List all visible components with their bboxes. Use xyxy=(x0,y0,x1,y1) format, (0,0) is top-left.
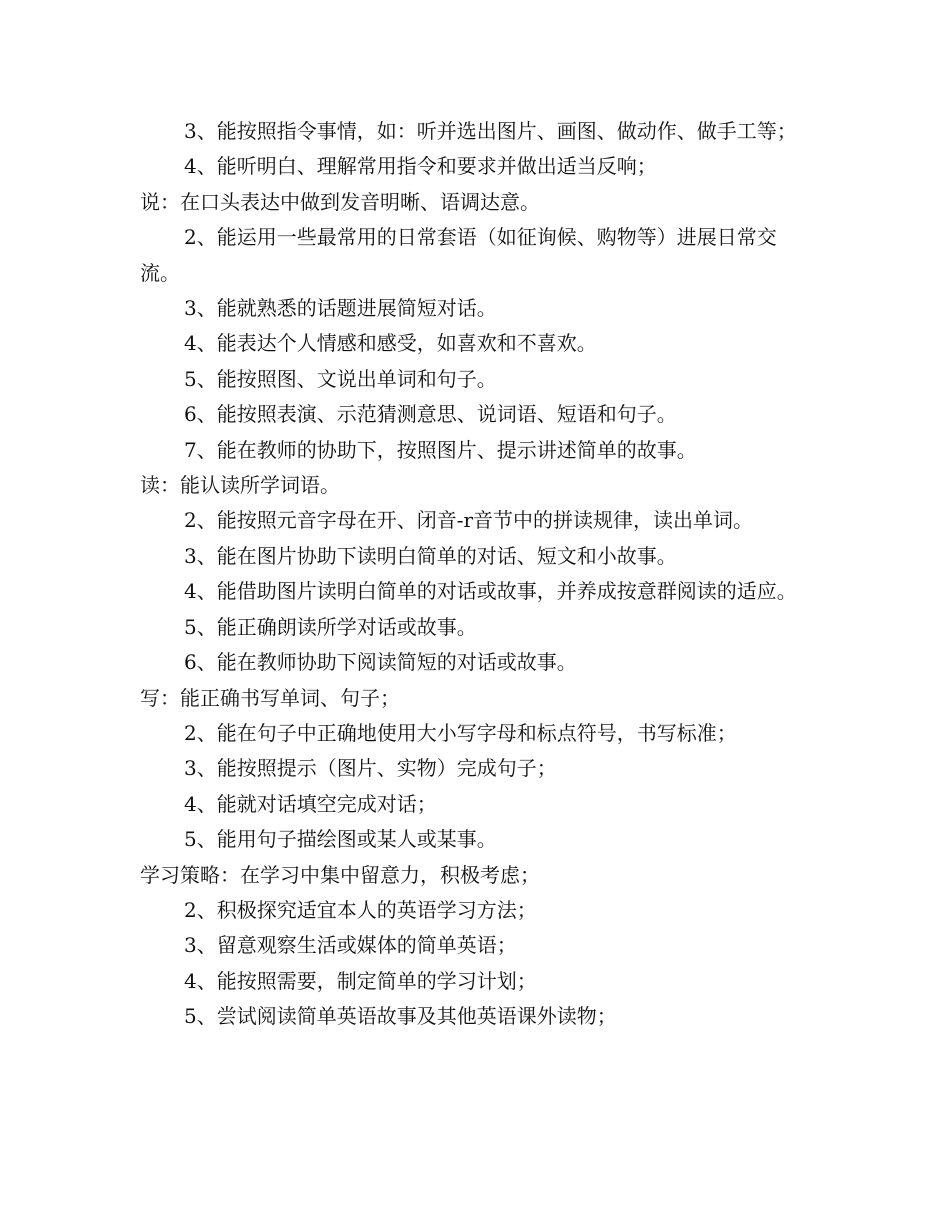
document-page xyxy=(140,114,812,1035)
write-item-4: 4、能就对话填空完成对话； xyxy=(184,791,437,816)
speak-item-3: 3、能就熟悉的话题进展简短对话。 xyxy=(184,296,497,321)
speak-item-4: 4、能表达个人情感和感受，如喜欢和不喜欢。 xyxy=(184,331,597,356)
read-item-2: 2、能按照元音字母在开、闭音-r音节中的拼读规律，读出单词。 xyxy=(184,508,754,533)
speak-item-5: 5、能按照图、文说出单词和句子。 xyxy=(184,366,497,391)
speak-heading: 说：在口头表达中做到发音明晰、语调达意。 xyxy=(140,189,540,214)
strategy-item-3: 3、留意观察生活或媒体的简单英语； xyxy=(184,933,517,958)
strategy-item-5: 5、尝试阅读简单英语故事及其他英语课外读物； xyxy=(184,1004,617,1029)
read-item-6: 6、能在教师协助下阅读简短的对话或故事。 xyxy=(184,650,577,675)
write-item-5: 5、能用句子描绘图或某人或某事。 xyxy=(184,827,497,852)
read-item-4: 4、能借助图片读明白简单的对话或故事，并养成按意群阅读的适应。 xyxy=(184,579,797,604)
listen-item-4: 4、能听明白、理解常用指令和要求并做出适当反响； xyxy=(184,154,657,179)
strategy-item-4: 4、能按照需要，制定简单的学习计划； xyxy=(184,968,537,993)
strategy-item-2: 2、积极探究适宜本人的英语学习方法； xyxy=(184,897,537,922)
listen-item-3: 3、能按照指令事情，如：听并选出图片、画图、做动作、做手工等； xyxy=(184,119,797,143)
speak-item-7: 7、能在教师的协助下，按照图片、提示讲述简单的故事。 xyxy=(184,437,697,462)
read-heading: 读：能认读所学词语。 xyxy=(140,473,340,498)
speak-item-2: 2、能运用一些最常用的日常套语（如征询候、购物等）进展日常交流。 xyxy=(140,225,777,285)
read-item-3: 3、能在图片协助下读明白简单的对话、短文和小故事。 xyxy=(184,543,677,568)
write-item-3: 3、能按照提示（图片、实物）完成句子； xyxy=(184,756,557,781)
strategy-heading: 学习策略：在学习中集中留意力，积极考虑； xyxy=(140,862,540,887)
speak-item-6: 6、能按照表演、示范猜测意思、说词语、短语和句子。 xyxy=(184,402,677,427)
write-heading: 写：能正确书写单词、句子； xyxy=(140,685,400,710)
read-item-5: 5、能正确朗读所学对话或故事。 xyxy=(184,614,477,639)
write-item-2: 2、能在句子中正确地使用大小写字母和标点符号，书写标准； xyxy=(184,720,737,745)
